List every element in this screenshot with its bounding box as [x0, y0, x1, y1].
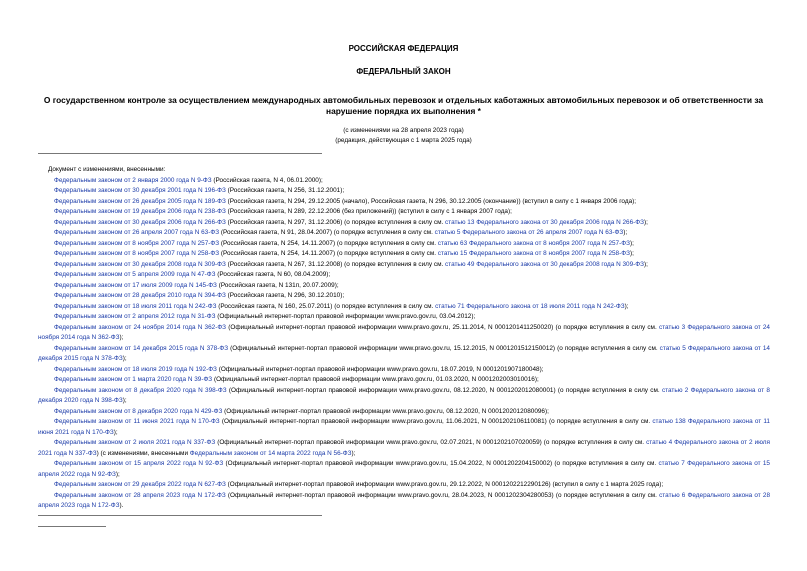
- amendment-entry: [38, 302, 770, 313]
- amendment-text: (Официальный интернет-портал правовой информации www.pravo.gov.ru, 08.12.2020, N 0001202012080001) (о порядке вступления в силу см.: [226, 386, 662, 394]
- amendment-link[interactable]: Федеральным законом от 5 апреля 2009 года N 47-ФЗ: [54, 271, 216, 278]
- amendment-text: (Официальный интернет-портал правовой информации www.pravo.gov.ru, 11.06.2021, N 0001202106110081) (о порядке вступления в силу см.: [219, 418, 653, 425]
- amendment-link[interactable]: статью 2 Федерального закона от 8 декабря 2020 года N 398-ФЗ: [38, 386, 770, 404]
- amendment-text: );: [351, 449, 356, 457]
- amendment-text: (Официальный интернет-портал правовой информации www.pravo.gov.ru, 28.04.2023, N 0001202304280053) (о порядке вступления в силу см.: [225, 491, 660, 499]
- amendment-link[interactable]: Федеральным законом от 24 ноября 2014 года N 362-ФЗ: [54, 323, 227, 331]
- amendment-entry: [38, 323, 770, 344]
- amendment-entry: [38, 207, 770, 218]
- amendment-link[interactable]: Федеральным законом от 18 июля 2011 года N 242-ФЗ: [54, 302, 217, 310]
- amendment-link[interactable]: Федеральным законом от 15 апреля 2022 года N 92-ФЗ: [54, 460, 224, 467]
- redaction-note: (редакция, действующая с 1 марта 2025 года): [335, 137, 472, 144]
- amendment-text: (Российская газета, N 296, 30.12.2010);: [225, 292, 345, 299]
- amendment-entry: [38, 438, 770, 459]
- amendment-link[interactable]: Федеральным законом от 11 июня 2021 года N 170-ФЗ: [54, 418, 220, 425]
- amendment-link[interactable]: Федеральным законом от 28 апреля 2023 года N 172-ФЗ: [54, 491, 226, 499]
- amendment-link[interactable]: Федеральным законом от 8 декабря 2020 года N 429-ФЗ: [54, 407, 223, 415]
- amendment-entry: [38, 260, 770, 271]
- amendment-text: (Официальный интернет-портал правовой информации www.pravo.gov.ru, 18.07.2019, N 0001201907180048);: [216, 365, 544, 373]
- amendment-text: );: [119, 334, 124, 341]
- amendment-entry: [38, 228, 770, 239]
- amendment-link[interactable]: Федеральным законом от 28 декабря 2010 года N 394-ФЗ: [54, 292, 226, 299]
- amendment-entry: [38, 417, 770, 438]
- amendment-link[interactable]: Федеральным законом от 18 июля 2019 года N 192-ФЗ: [54, 365, 217, 373]
- amendment-text: (Российская газета, N 131п, 20.07.2009);: [216, 281, 339, 289]
- amendments-list: [38, 165, 770, 512]
- law-title: О государственном контроле за осуществлением международных автомобильных перевозок и отдельных каботажных автомобильных перевозок и об ответственности за нарушение порядка их выполнения *: [43, 95, 764, 116]
- amendment-entry: [38, 459, 770, 480]
- amendment-text: (Российская газета, N 297, 31.12.2006) (о порядке вступления в силу см.: [225, 218, 446, 226]
- amendment-link[interactable]: Федеральным законом от 19 декабря 2006 года N 238-ФЗ: [54, 208, 226, 215]
- amendment-text: (Российская газета, N 254, 14.11.2007) (о порядке вступления в силу см.: [219, 239, 438, 247]
- amendment-text: ).: [119, 502, 124, 509]
- amendment-text: (Официальный интернет-портал правовой информации www.pravo.gov.ru, 08.12.2020, N 0001202012080096);: [222, 407, 549, 415]
- amendment-text: (Официальный интернет-портал правовой информации www.pravo.gov.ru, 03.04.2012);: [215, 313, 476, 320]
- amendment-link[interactable]: Федеральным законом от 8 ноября 2007 года N 257-ФЗ: [54, 239, 220, 247]
- amendment-link[interactable]: статью 15 Федерального закона от 8 ноября 2007 года N 258-ФЗ: [437, 250, 630, 257]
- amendment-entry: [38, 375, 770, 386]
- amendment-link[interactable]: статью 7 Федерального закона от 15 апреля 2022 года N 92-ФЗ: [38, 460, 770, 478]
- amendment-link[interactable]: Федеральным законом от 30 декабря 2008 года N 309-ФЗ: [54, 260, 226, 268]
- amendment-text: );: [644, 218, 648, 226]
- doc-type-heading: ФЕДЕРАЛЬНЫЙ ЗАКОН: [356, 67, 451, 76]
- amendment-link[interactable]: Федеральным законом от 14 декабря 2015 года N 378-ФЗ: [54, 344, 229, 352]
- amendment-link[interactable]: Федеральным законом от 30 декабря 2006 года N 266-ФЗ: [54, 218, 226, 226]
- amendment-text: (Российская газета, N 256, 31.12.2001);: [225, 187, 345, 194]
- amendment-text: (Российская газета, N 294, 29.12.2005 (начало), Российская газета, N 296, 30.12.2005 (окончание)) (вступил в силу с 1 января 2006 года);: [225, 197, 637, 205]
- amendment-link[interactable]: Федеральным законом от 2 апреля 2012 года N 31-ФЗ: [54, 313, 216, 320]
- amendment-link[interactable]: Федеральным законом от 17 июля 2009 года N 145-ФЗ: [54, 281, 217, 289]
- amendment-text: (Российская газета, N 91, 28.04.2007) (о порядке вступления в силу см.: [219, 229, 435, 236]
- amendment-link[interactable]: Федеральным законом от 8 декабря 2020 года N 398-ФЗ: [54, 386, 227, 394]
- amendment-text: );: [629, 239, 634, 247]
- amendment-text: );: [122, 355, 127, 362]
- amendment-text: (Российская газета, N 60, 08.04.2009);: [215, 271, 331, 278]
- amendment-entry: [38, 249, 770, 260]
- amendment-link[interactable]: статью 138 Федерального закона от 11 июня 2021 года N 170-ФЗ: [38, 418, 770, 436]
- amendment-entry: [38, 312, 770, 323]
- amendment-entry: [38, 218, 770, 229]
- amendment-link[interactable]: статью 3 Федерального закона от 24 ноября 2014 года N 362-ФЗ: [38, 323, 770, 341]
- amendment-link[interactable]: Федеральным законом от 26 апреля 2007 года N 63-ФЗ: [54, 229, 220, 236]
- amendment-entry: [38, 239, 770, 250]
- amendment-text: );: [624, 302, 629, 310]
- amendments-intro: Документ с изменениями, внесенными:: [48, 166, 166, 173]
- amendment-text: );: [113, 428, 118, 436]
- footnote-divider: [38, 526, 106, 527]
- amendment-text: (Официальный интернет-портал правовой информации www.pravo.gov.ru, 02.07.2021, N 0001202107020059) (о порядке вступления в силу см.: [215, 439, 647, 446]
- amendment-text: (Официальный интернет-портал правовой информации www.pravo.gov.ru, 29.12.2022, N 0001202212290126) (вступил в силу с 1 марта 2025 года);: [225, 481, 664, 488]
- divider-top: [38, 153, 322, 154]
- amendment-text: (Российская газета, N 160, 25.07.2011) (о порядке вступления в силу см.: [216, 302, 436, 310]
- amendment-link[interactable]: статью 6 Федерального закона от 28 апреля 2023 года N 172-ФЗ: [38, 491, 771, 509]
- country-heading: РОССИЙСКАЯ ФЕДЕРАЦИЯ: [348, 44, 459, 53]
- amendment-text: (Официальный интернет-портал правовой информации www.pravo.gov.ru, 25.11.2014, N 0001201411250020) (о порядке вступления в силу см.: [226, 323, 659, 331]
- amendment-link[interactable]: статью 63 Федерального закона от 8 ноября 2007 года N 257-ФЗ: [437, 239, 630, 247]
- amendment-text: (Официальный интернет-портал правовой информации www.pravo.gov.ru, 01.03.2020, N 0001202003010016);: [212, 376, 539, 383]
- amendment-link[interactable]: Федеральным законом от 26 декабря 2005 года N 189-ФЗ: [54, 197, 226, 205]
- amendment-entry: [38, 365, 770, 376]
- amendment-link[interactable]: Федеральным законом от 14 марта 2022 года N 56-ФЗ: [189, 449, 352, 457]
- amendment-entry: [38, 281, 770, 292]
- amendment-text: );: [623, 229, 628, 236]
- amendment-link[interactable]: статью 49 Федерального закона от 30 декабря 2008 года N 309-ФЗ: [445, 260, 644, 268]
- amendment-text: (Российская газета, N 254, 14.11.2007) (о порядке вступления в силу см.: [219, 250, 438, 257]
- amendment-entry: [38, 186, 770, 197]
- amendment-link[interactable]: Федеральным законом от 8 ноября 2007 года N 258-ФЗ: [54, 250, 220, 257]
- amendment-text: );: [644, 260, 648, 268]
- amendment-entry: [38, 197, 770, 208]
- amendment-entry: [38, 480, 770, 491]
- amendment-text: (Официальный интернет-портал правовой информации www.pravo.gov.ru, 15.04.2022, N 0001202204150002) (о порядке вступления в силу см.: [223, 460, 659, 467]
- amendment-link[interactable]: статью 13 Федерального закона от 30 декабря 2006 года N 266-ФЗ: [445, 218, 644, 226]
- amendment-entry: [38, 270, 770, 281]
- amendment-link[interactable]: Федеральным законом от 2 января 2000 года N 9-ФЗ: [54, 176, 212, 184]
- amendment-text: (Российская газета, N 289, 22.12.2006 (без приложений)) (вступил в силу с 1 января 2007 года);: [225, 208, 512, 215]
- amendment-entry: [38, 407, 770, 418]
- amendment-link[interactable]: Федеральным законом от 2 июля 2021 года N 337-ФЗ: [54, 439, 216, 446]
- amendment-link[interactable]: Федеральным законом от 1 марта 2020 года N 39-ФЗ: [54, 376, 213, 383]
- amendment-text: ) (с изменениями, внесенными: [96, 449, 190, 457]
- amendment-entry: [38, 491, 770, 512]
- amendment-link[interactable]: статью 5 Федерального закона от 26 апреля 2007 года N 63-ФЗ: [434, 229, 624, 236]
- amendment-text: (Российская газета, N 267, 31.12.2008) (о порядке вступления в силу см.: [225, 260, 446, 268]
- amendment-link[interactable]: статью 71 Федерального закона от 18 июля 2011 года N 242-ФЗ: [435, 302, 625, 310]
- amendment-entry: [38, 291, 770, 302]
- amendment-text: (Российская газета, N 4, 06.01.2000);: [211, 176, 323, 184]
- amendment-text: );: [629, 250, 634, 257]
- amendment-text: );: [115, 470, 120, 478]
- edition-note: (с изменениями на 28 апреля 2023 года): [343, 127, 464, 134]
- amendment-link[interactable]: Федеральным законом от 30 декабря 2001 года N 196-ФЗ: [54, 187, 226, 194]
- amendment-text: );: [122, 397, 127, 404]
- amendment-link[interactable]: статью 5 Федерального закона от 14 декабря 2015 года N 378-ФЗ: [38, 344, 770, 362]
- amendment-link[interactable]: Федеральным законом от 29 декабря 2022 года N 627-ФЗ: [54, 481, 226, 488]
- amendment-entry: [38, 176, 770, 187]
- amendment-entry: [38, 344, 770, 365]
- amendment-link[interactable]: статью 4 Федерального закона от 2 июля 2021 года N 337-ФЗ: [38, 439, 770, 457]
- amendment-entry: [38, 386, 770, 407]
- divider-bottom: [38, 515, 322, 516]
- amendment-text: (Официальный интернет-портал правовой информации www.pravo.gov.ru, 15.12.2015, N 0001201512150012) (о порядке вступления в силу см.: [228, 344, 660, 352]
